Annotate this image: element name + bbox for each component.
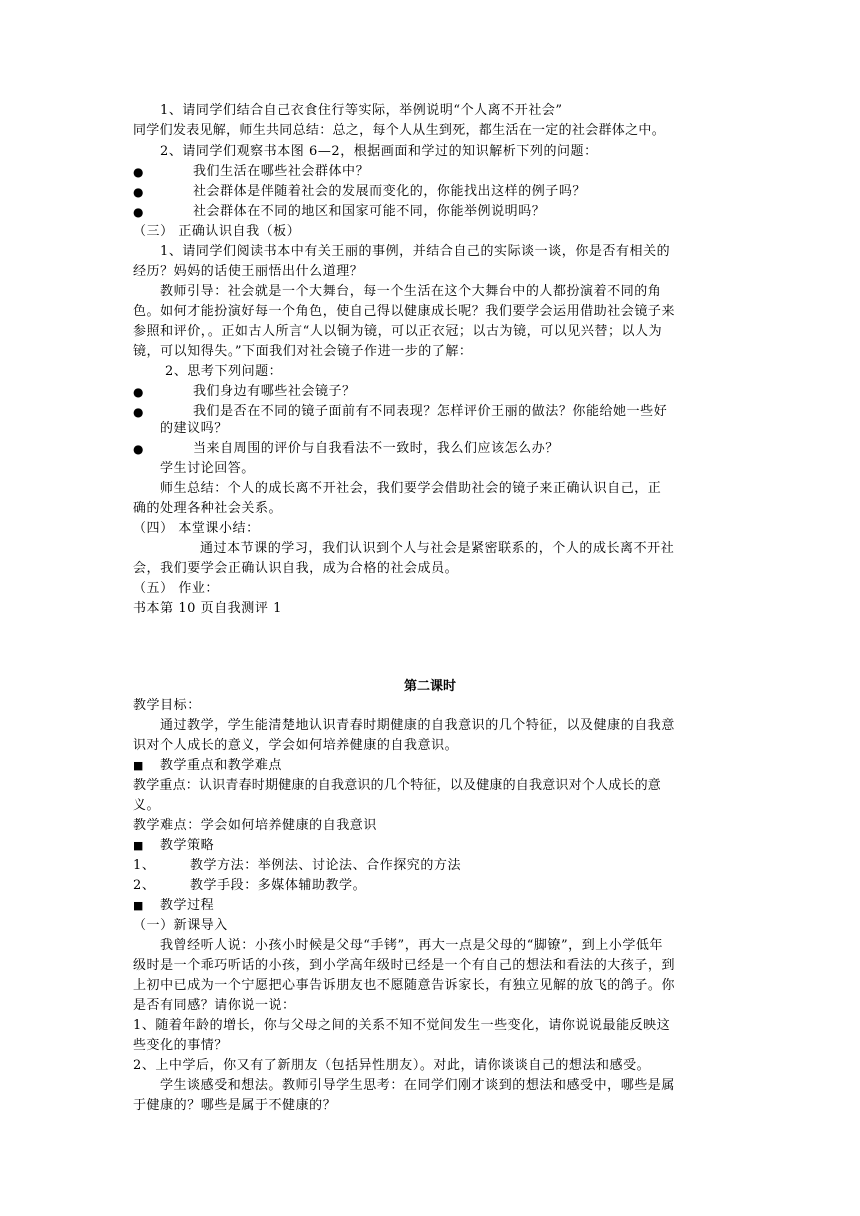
paragraph-line: 教学难点：学会如何培养健康的自我意识 (133, 818, 377, 833)
bullet-icon: ● (133, 385, 144, 399)
paragraph-line: 确的处理各种社会关系。 (133, 501, 283, 516)
paragraph-line: 是否有同感？请你说一说： (133, 998, 296, 1013)
bullet-item: 当来自周围的评价与自我看法不一致时，我么们应该怎么办？ (193, 441, 559, 456)
section-heading: 教学策略 (160, 838, 215, 853)
paragraph-line: 我曾经听人说：小孩小时候是父母“手铐”，再大一点是父母的“脚镣”，到上小学低年 (160, 938, 664, 953)
paragraph-line: 学生讨论回答。 (160, 461, 255, 476)
paragraph-line: 学生谈感受和想法。教师引导学生思考：在同学们刚才谈到的想法和感受中，哪些是属 (160, 1078, 675, 1093)
section-heading: （五） 作业： (133, 581, 219, 596)
paragraph-line: 2、上中学后，你又有了新朋友（包括异性朋友）。对此，请你谈谈自己的想法和感受。 (133, 1058, 651, 1073)
paragraph-line: 2、请同学们观察书本图 6—2，根据画面和学过的知识解析下列的问题： (160, 144, 598, 159)
section-heading: 教学过程 (160, 898, 215, 913)
paragraph-line: 通过教学，学生能清楚地认识青春时期健康的自我意识的几个特征，以及健康的自我意 (160, 718, 675, 733)
bullet-item-continuation: 的建议吗？ (160, 421, 228, 436)
bullet-icon: ● (133, 405, 144, 419)
list-number: 1、 (133, 858, 156, 873)
paragraph-line: 师生总结：个人的成长离不开社会，我们要学会借助社会的镜子来正确认识自己，正 (160, 481, 662, 496)
square-bullet-icon: ■ (133, 899, 144, 912)
paragraph-line: 1、随着年龄的增长，你与父母之间的关系不知不觉间发生一些变化，请你说说最能反映这 (133, 1018, 671, 1033)
section-heading: （一）新课导入 (133, 918, 228, 933)
paragraph-line: 识对个人成长的意义，学会如何培养健康的自我意识。 (133, 738, 459, 753)
bullet-icon: ● (133, 185, 144, 199)
bullet-icon: ● (133, 442, 144, 456)
bullet-item: 我们生活在哪些社会群体中？ (193, 164, 370, 179)
paragraph-line: 级时是一个乖巧听话的小孩，到小学高年级时已经是一个有自己的想法和看法的大孩子，到 (133, 958, 676, 973)
paragraph-line: 义。 (133, 798, 161, 813)
paragraph-line: 1、请同学们结合自己衣食住行等实际，举例说明“个人离不开社会” (160, 103, 563, 118)
square-bullet-icon: ■ (133, 839, 144, 852)
bullet-item: 我们身边有哪些社会镜子？ (193, 384, 356, 399)
bullet-item: 我们是否在不同的镜子面前有不同表现？怎样评价王丽的做法？你能给她一些好 (193, 404, 668, 419)
bullet-item: 社会群体是伴随着社会的发展而变化的，你能找出这样的例子吗？ (193, 184, 586, 199)
paragraph-line: 参照和评价，。正如古人所言“人以铜为镜，可以正衣冠；以古为镜，可以见兴替；以人为 (133, 324, 663, 339)
paragraph-line: 教师引导：社会就是一个大舞台，每一个生活在这个大舞台中的人都扮演着不同的角 (160, 284, 662, 299)
paragraph-line: 镜，可以知得失。”下面我们对社会镜子作进一步的了解： (133, 344, 473, 359)
paragraph-line: 于健康的？哪些是属于不健康的？ (133, 1098, 337, 1113)
paragraph-line: 1、请同学们阅读书本中有关王丽的事例，并结合自己的实际谈一谈，你是否有相关的 (160, 244, 671, 259)
bullet-icon: ● (133, 205, 144, 219)
paragraph-line: 经历？妈妈的话使王丽悟出什么道理？ (133, 264, 364, 279)
section-heading: 教学重点和教学难点 (160, 758, 282, 773)
paragraph-line: 会，我们要学会正确认识自我，成为合格的社会成员。 (133, 561, 459, 576)
paragraph-line: 些变化的事情？ (133, 1038, 228, 1053)
paragraph-line: 色。如何才能扮演好每一个角色，使自己得以健康成长呢？我们要学会运用借助社会镜子来 (133, 304, 676, 319)
list-item: 教学方法：举例法、讨论法、合作探究的方法 (190, 858, 462, 873)
paragraph-line: 教学重点：认识青春时期健康的自我意识的几个特征，以及健康的自我意识对个人成长的意 (133, 778, 662, 793)
lesson-title: 第二课时 (403, 679, 456, 694)
bullet-icon: ● (133, 165, 144, 179)
section-heading: （三） 正确认识自我（板） (133, 224, 301, 239)
section-heading: 教学目标： (133, 698, 201, 713)
list-number: 2、 (133, 878, 156, 893)
bullet-item: 社会群体在不同的地区和国家可能不同，你能举例说明吗？ (193, 204, 546, 219)
paragraph-line: 2、思考下列问题： (165, 364, 283, 379)
list-item: 教学手段：多媒体辅助教学。 (190, 878, 367, 893)
paragraph-line: 同学们发表见解，师生共同总结：总之，每个人从生到死，都生活在一定的社会群体之中。 (133, 123, 666, 138)
square-bullet-icon: ■ (133, 759, 144, 772)
paragraph-line: 书本第 10 页自我测评 1 (133, 601, 282, 616)
section-heading: （四） 本堂课小结： (133, 521, 260, 536)
paragraph-line: 通过本节课的学习，我们认识到个人与社会是紧密联系的，个人的成长离不开社 (200, 541, 675, 556)
paragraph-line: 上初中已成为一个宁愿把心事告诉朋友也不愿随意告诉家长，有独立见解的放飞的鸽子。你 (133, 978, 676, 993)
